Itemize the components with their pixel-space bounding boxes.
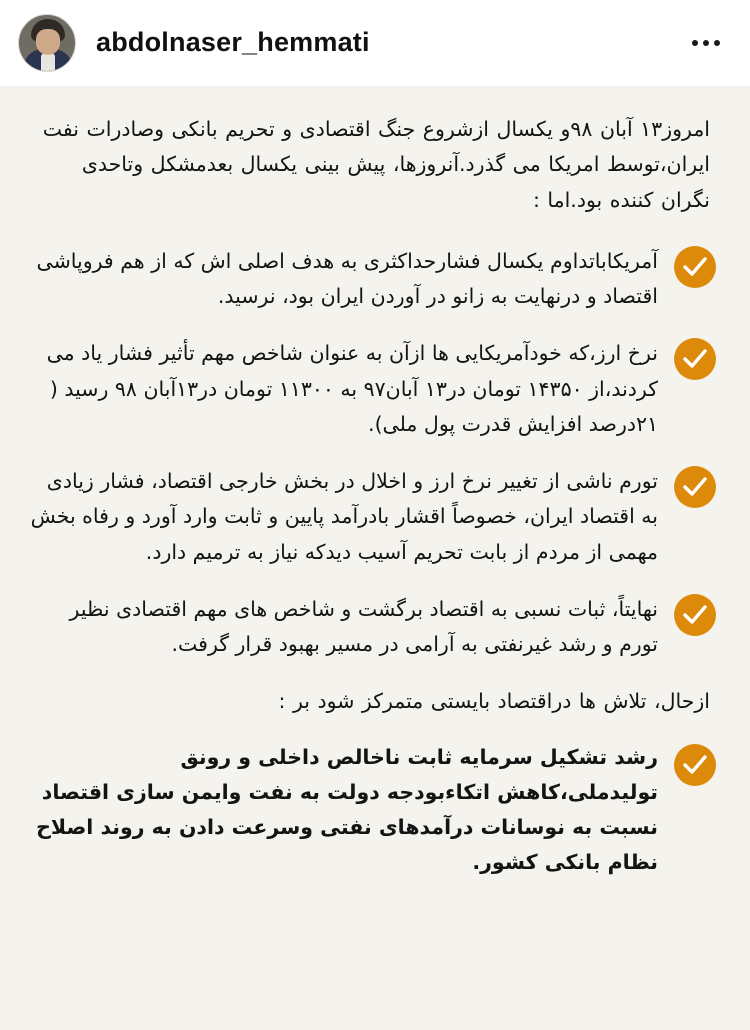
more-dot-3 xyxy=(714,40,720,46)
avatar[interactable] xyxy=(18,14,76,72)
post-body xyxy=(0,86,750,1030)
check-circle-icon xyxy=(674,246,716,288)
list-item-text: آمریکاباتداوم یکسال فشارحداکثری به هدف اصلی اش که از هم فروپاشی اقتصاد و درنهایت به زانو در آوردن ایران بود، نرسید. xyxy=(36,248,658,308)
list-item-text: تورم ناشی از تغییر نرخ ارز و اخلال در بخش خارجی اقتصاد، فشار زیادی به اقتصاد ایران، خصوصاً اقشار بادرآمد پایین و ثابت وارد آورد و رفاه بخش مهمی از مردم از بابت تحریم آسیب دیدکه نیاز به ترمیم دارد. xyxy=(30,469,658,564)
account-username[interactable]: abdolnaser_hemmati xyxy=(96,27,370,57)
list-item xyxy=(26,336,716,442)
check-circle-icon xyxy=(674,338,716,380)
avatar-shirt xyxy=(41,53,55,71)
more-dot-1 xyxy=(692,40,698,46)
post-intro-paragraph: امروز۱۳ آبان ۹۸و یکسال ازشروع جنگ اقتصادی و تحریم بانکی وصادرات نفت ایران،توسط امریکا می گذرد.آنروزها، پیش بینی یکسال بعدمشکل وتاحدی نگران کننده بود.اما : xyxy=(42,117,710,212)
list-item xyxy=(26,740,716,881)
check-circle-icon xyxy=(674,594,716,636)
check-circle-icon xyxy=(674,466,716,508)
bottom-spacer xyxy=(26,903,716,907)
list-item-text: نرخ ارز،که خودآمریکایی ها ازآن به عنوان شاخص مهم تأثیر فشار یاد می کردند،از ۱۴۳۵۰ تومان در۱۳ آبان۹۷ به ۱۱۳۰۰ تومان در۱۳آبان ۹۸ رسید ( ۲۱درصد افزایش قدرت پول ملی). xyxy=(46,341,658,436)
avatar-face xyxy=(36,29,60,55)
list-item xyxy=(26,592,716,663)
post-header xyxy=(0,0,750,86)
list-item-text: رشد تشکیل سرمایه ثابت ناخالص داخلی و رونق تولیدملی،کاهش اتکاءبودجه دولت به نفت وایمن سازی اقتصاد نسبت به نوسانات درآمدهای نفتی وسرعت دادن به روند اصلاح نظام بانکی کشور. xyxy=(36,744,658,875)
more-options-icon[interactable] xyxy=(684,21,728,65)
list-item xyxy=(26,464,716,570)
list-item xyxy=(26,244,716,315)
list-item-text: نهایتاً، ثبات نسبی به اقتصاد برگشت و شاخص های مهم اقتصادی نظیر تورم و رشد غیرنفتی به آرامی در مسیر بهبود قرار گرفت. xyxy=(69,596,658,656)
post-closing-intro: ازحال، تلاش ها دراقتصاد بایستی متمرکز شود بر : xyxy=(278,689,710,714)
check-circle-icon xyxy=(674,744,716,786)
more-dot-2 xyxy=(703,40,709,46)
